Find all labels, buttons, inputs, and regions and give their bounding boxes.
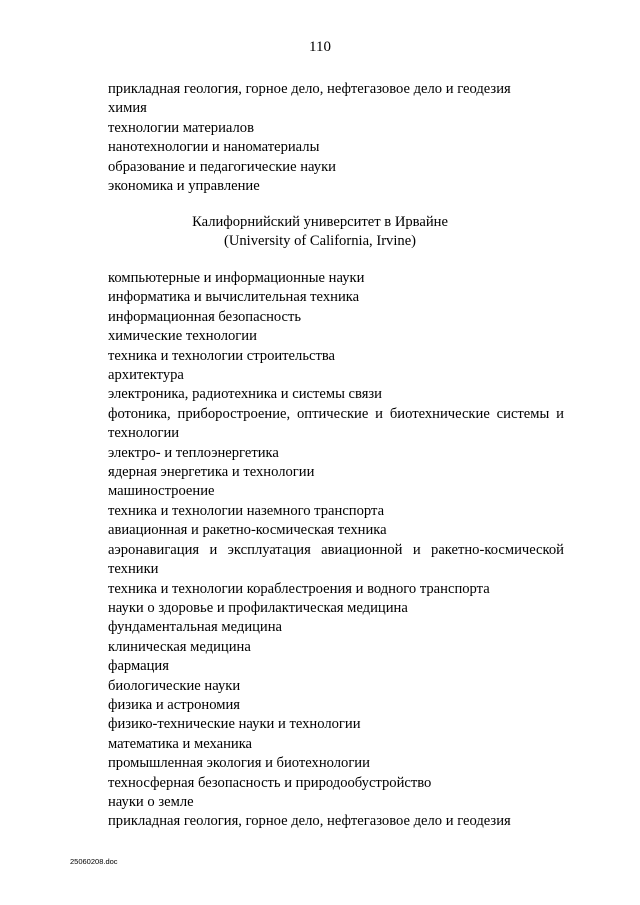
list-item: образование и педагогические науки: [108, 158, 336, 175]
list-item: техника и технологии наземного транспорта: [108, 502, 385, 519]
list-item: аэронавигация и эксплуатация авиационной и ракетно-космической техники: [108, 541, 564, 578]
university-name-en: (University of California, Irvine): [223, 233, 417, 250]
list-item: химические технологии: [108, 328, 257, 345]
field-list: [70, 269, 564, 832]
page-number: 110: [309, 39, 331, 55]
list-item: компьютерные и информационные науки: [108, 270, 365, 286]
list-item: прикладная геология, горное дело, нефтегазовое дело и геодезия: [108, 813, 511, 830]
top-field-list: [70, 80, 564, 196]
list-item: фармация: [108, 658, 169, 675]
list-item: техника и технологии кораблестроения и водного транспорта: [108, 580, 490, 597]
list-item: экономика и управление: [108, 178, 260, 195]
list-item: клиническая медицина: [108, 638, 251, 655]
list-item: техносферная безопасность и природообустройство: [108, 774, 432, 791]
list-item: математика и механика: [108, 735, 253, 752]
list-item: информационная безопасность: [108, 308, 302, 325]
list-item: биологические науки: [108, 677, 241, 694]
list-item: техника и технологии строительства: [108, 347, 336, 364]
list-item: ядерная энергетика и технологии: [108, 464, 315, 481]
list-item: промышленная экология и биотехнологии: [108, 755, 370, 772]
list-item: электро- и теплоэнергетика: [108, 444, 279, 461]
file-name-footer: 25060208.doc: [70, 857, 118, 866]
list-item: машиностроение: [108, 483, 215, 500]
list-item: фундаментальная медицина: [108, 619, 283, 636]
university-name-ru: Калифорнийский университет в Ирвайне: [192, 214, 448, 230]
list-item: прикладная геология, горное дело, нефтегазовое дело и геодезия: [108, 81, 511, 97]
list-item: науки о земле: [108, 793, 194, 810]
list-item: фотоника, приборостроение, оптические и биотехнические системы и технологии: [108, 405, 564, 442]
list-item: физика и астрономия: [108, 696, 240, 713]
university-heading: [0, 213, 640, 252]
list-item: нанотехнологии и наноматериалы: [108, 139, 320, 156]
list-item: физико-технические науки и технологии: [108, 716, 361, 733]
list-item: электроника, радиотехника и системы связи: [108, 386, 382, 403]
list-item: технологии материалов: [108, 119, 254, 136]
list-item: науки о здоровье и профилактическая медицина: [108, 599, 408, 616]
list-item: архитектура: [108, 367, 184, 384]
list-item: химия: [108, 100, 147, 117]
list-item: информатика и вычислительная техника: [108, 289, 360, 306]
list-item: авиационная и ракетно-космическая техника: [108, 522, 387, 539]
